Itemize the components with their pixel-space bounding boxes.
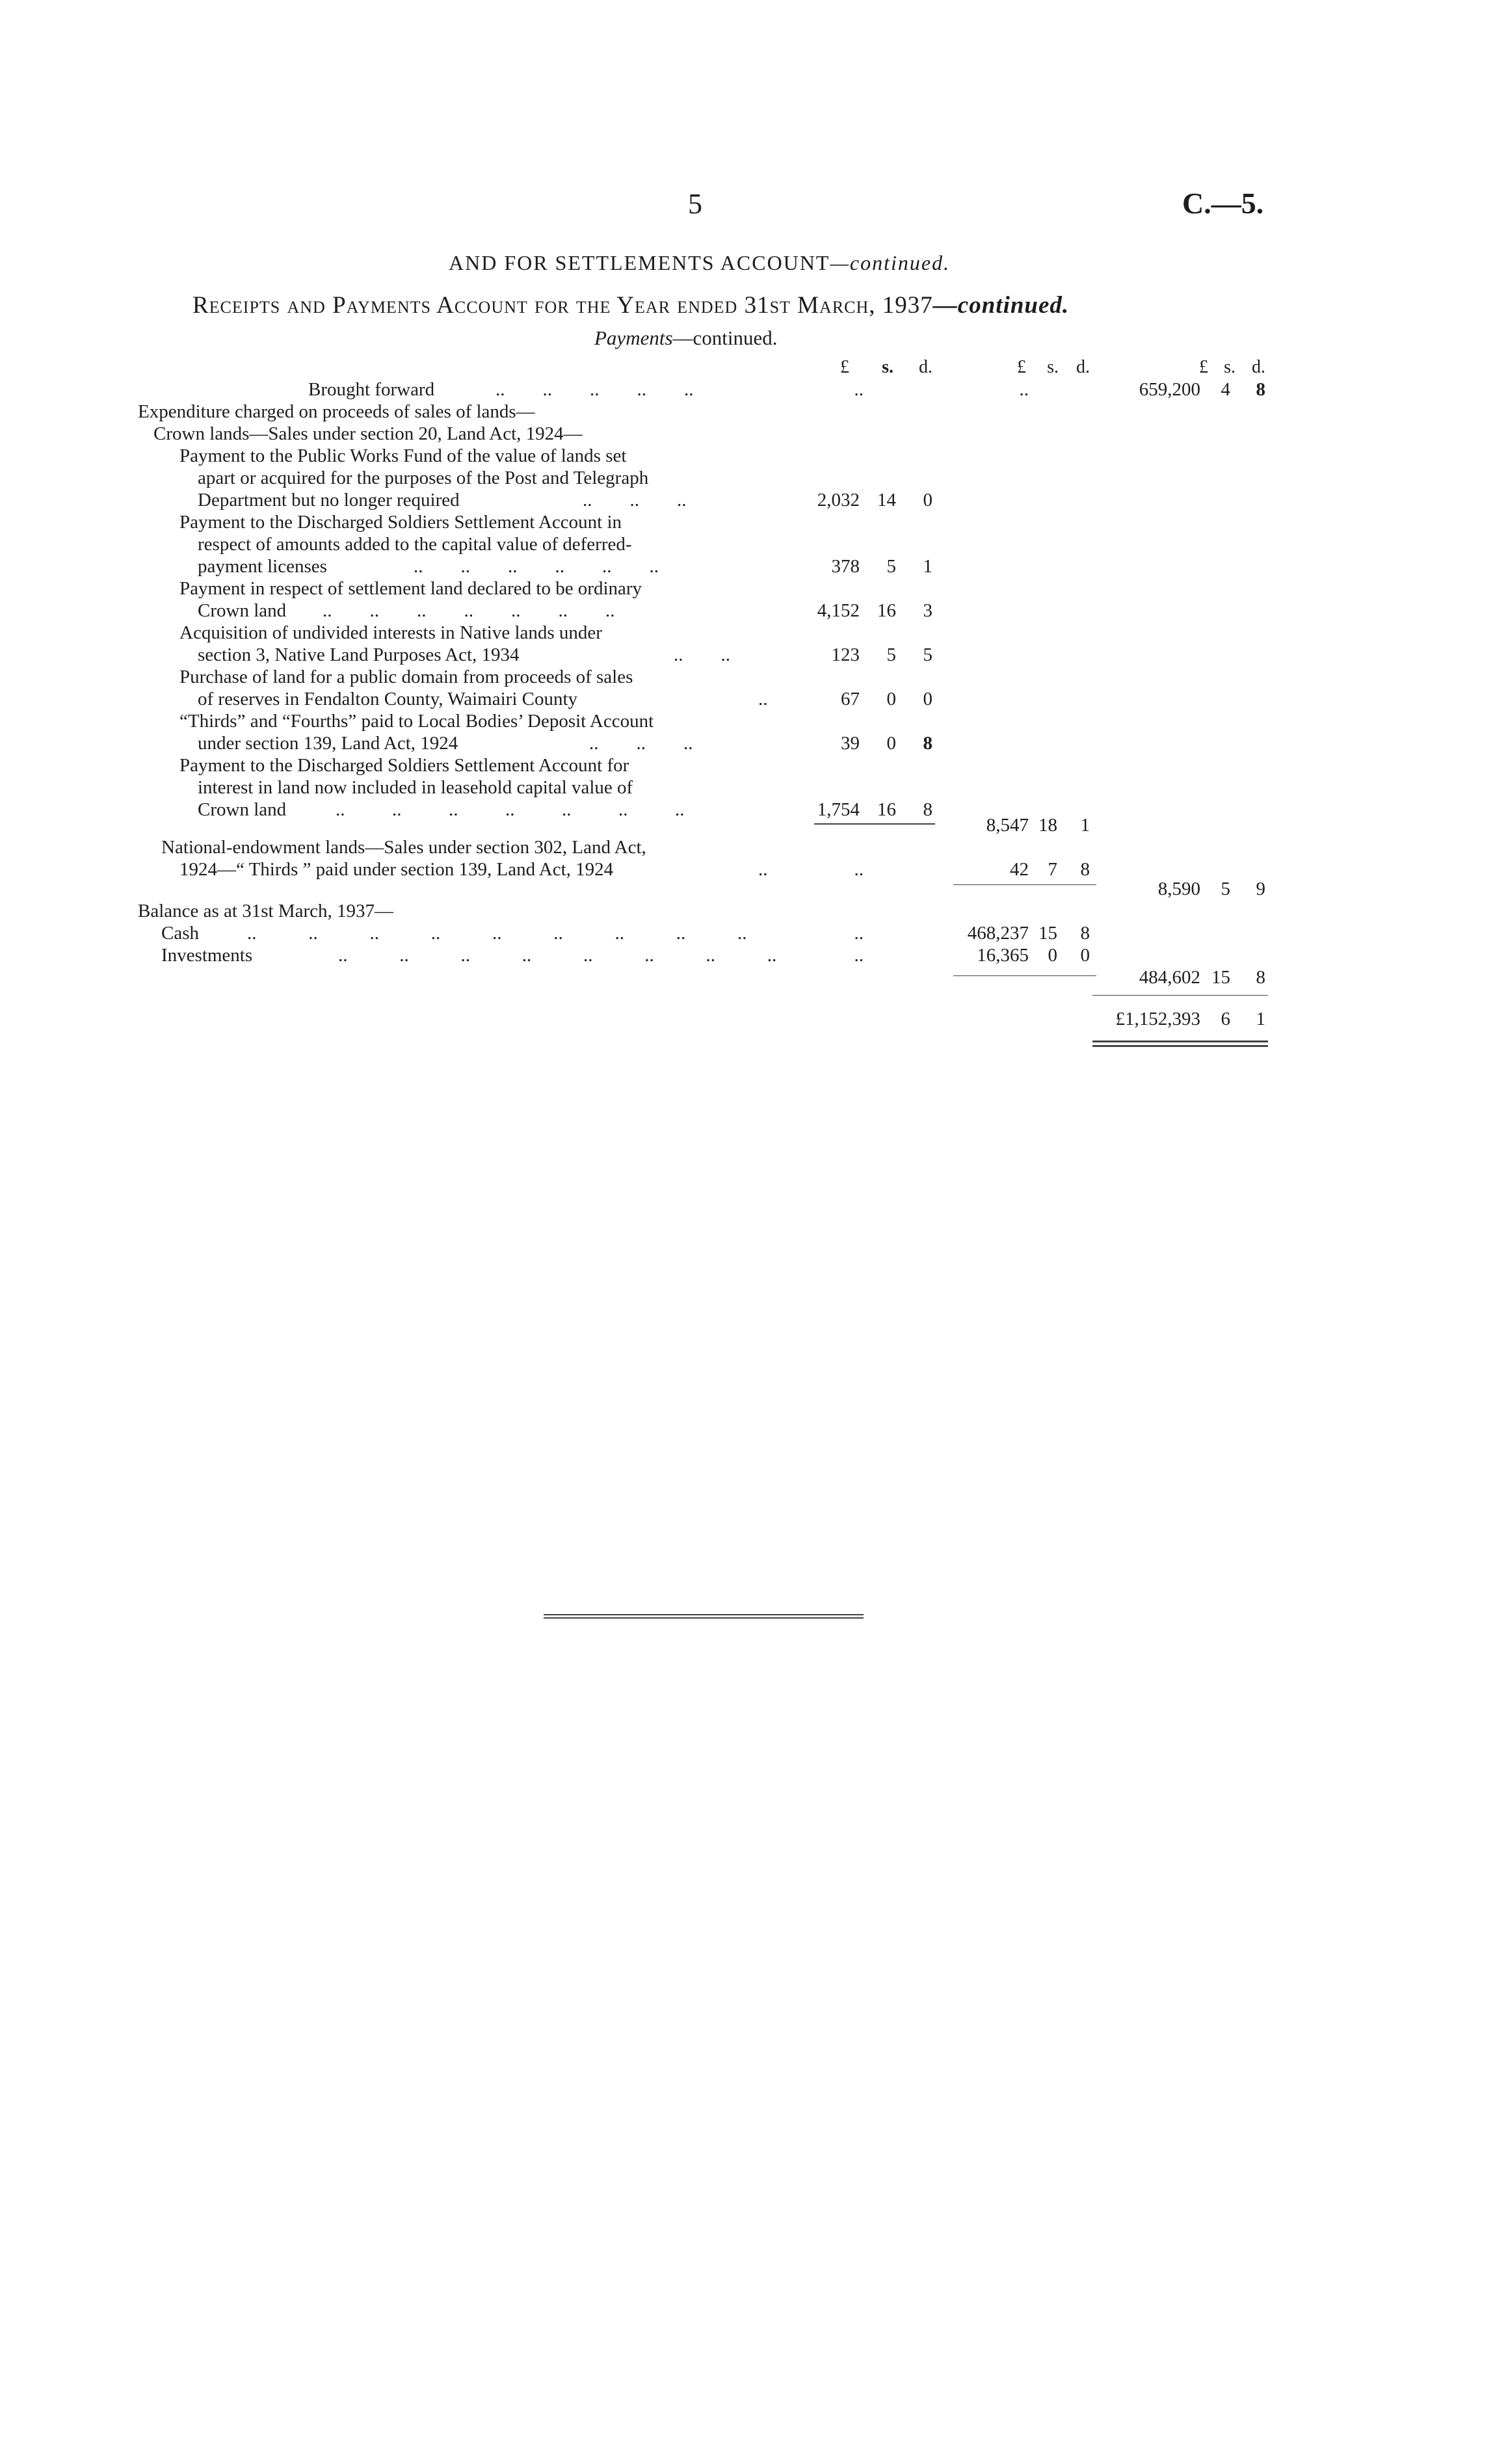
expenditure-total-row [0,878,1493,900]
crown-item-5-line-2: of reserves in Fendalton County, Waimairi County [198,689,578,709]
crown-item-6-shillings: 0 [886,733,896,754]
crown-item-4-final-row [0,644,1493,666]
national-final-row [0,858,1493,881]
crown-item-2-shillings: 5 [886,556,896,577]
crown-item-5-final-row [0,688,1493,710]
balance-cash-pence: 8 [1080,923,1090,944]
balance-heading: Balance as at 31st March, 1937— [138,901,394,921]
leader-dots: .. [758,689,768,709]
balance-investments-row [0,944,1493,966]
account-title [449,251,950,275]
balance-cash-label: Cash [161,923,199,944]
expenditure-total-pence: 9 [1256,879,1265,899]
end-section-rule-2 [544,1617,864,1619]
col1-pound-header: £ [840,357,849,377]
statement-title [192,291,1069,319]
crown-item-7-line-1: Payment to the Discharged Soldiers Settlement Account for [179,755,629,776]
crown-item-4-shillings: 5 [886,644,896,665]
leader-dots: .. .. .. [583,490,687,510]
national-col1: .. [854,859,864,880]
crown-subtotal-shillings: 18 [1038,815,1057,836]
crown-item-3-amount: 4,152 [817,600,860,621]
document-code: C.—5. [1182,187,1264,220]
crown-item-3-line-2: Crown land [198,600,287,621]
leader-dots: .. .. .. .. .. .. .. .. [338,945,777,966]
crown-item-4-line-2: section 3, Native Land Purposes Act, 1934 [198,644,520,665]
col1-pence-header: d. [919,357,932,377]
balance-total-shillings: 15 [1211,967,1230,988]
crown-item-2-line-1: Payment to the Discharged Soldiers Settlement Account in [179,512,622,533]
account-title-continued: —continued. [830,251,951,274]
crown-item-3-shillings: 16 [877,600,896,621]
crown-subtotal-amount: 8,547 [986,815,1029,836]
expenditure-heading: Expenditure charged on proceeds of sales of lands— [138,401,535,422]
leader-dots: .. .. .. .. .. [495,379,694,400]
balance-total-amount: 484,602 [1139,967,1200,988]
national-line-1: National-endowment lands—Sales under section 302, Land Act, [161,837,646,858]
expenditure-total-amount: 8,590 [1157,879,1200,899]
balance-investments-label: Investments [161,945,253,966]
section-label-continued: —continued. [672,326,778,349]
leader-dots: .. .. [674,644,730,665]
grand-total-double-rule-2 [1092,1045,1268,1047]
crown-item-6-line-1: “Thirds” and “Fourths” paid to Local Bodies’ Deposit Account [179,711,654,732]
crown-item-2-final-row [0,555,1493,577]
section-label [594,326,778,350]
crown-item-5-shillings: 0 [886,689,896,709]
crown-item-4-amount: 123 [831,644,860,665]
national-amount: 42 [1010,859,1029,880]
crown-item-2-pence: 1 [923,556,932,577]
balance-cash-row [0,922,1493,944]
crown-item-1-pence: 0 [923,490,932,510]
balance-total-pence: 8 [1256,967,1265,988]
crown-item-6-line-2: under section 139, Land Act, 1924 [198,733,458,754]
col2-shillings-header: s. [1047,357,1059,377]
expenditure-total-shillings: 5 [1221,879,1230,899]
statement-title-continued: —continued. [932,292,1070,319]
balance-investments-pence: 0 [1080,945,1090,966]
balance-cash-shillings: 15 [1038,923,1057,944]
col1-shillings-header: s. [882,357,893,377]
leader-dots: .. .. .. [589,733,693,754]
balance-investments-col1: .. [854,945,864,966]
crown-item-1-line-3: Department but no longer required [198,490,460,510]
brought-forward-total: 659,200 [1139,379,1200,400]
crown-subtotal-pence: 1 [1080,815,1090,836]
crown-item-7-amount: 1,754 [817,799,860,820]
crown-item-1-amount: 2,032 [817,490,860,510]
balance-cash-amount: 468,237 [967,923,1029,944]
end-section-rule-1 [544,1614,864,1615]
crown-item-5-amount: 67 [841,689,860,709]
crown-item-1-shillings: 14 [877,490,896,510]
balance-investments-shillings: 0 [1048,945,1057,966]
leader-dots: .. [758,859,768,880]
crown-item-2-line-2: respect of amounts added to the capital value of deferred- [198,534,632,555]
crown-item-3-line-1: Payment in respect of settlement land declared to be ordinary [179,578,642,599]
crown-subtotal-row [0,814,1493,836]
grand-total-double-rule-1 [1092,1040,1268,1042]
crown-item-5-line-1: Purchase of land for a public domain from proceeds of sales [179,667,633,687]
leader-dots: .. .. .. .. .. .. .. .. .. [247,923,747,944]
leader-dots: .. .. .. .. .. .. .. [323,600,615,621]
crown-item-7-shillings: 16 [877,799,896,820]
col3-shillings-header: s. [1224,357,1235,377]
col2-pence-header: d. [1076,357,1090,377]
brought-forward-col1: .. [854,379,864,400]
brought-forward-col2: .. [1019,379,1029,400]
section-label-payments: Payments [594,326,673,349]
col3-pence-header: d. [1252,357,1265,377]
grand-total-pence: 1 [1256,1009,1265,1029]
statement-title-main: Receipts and Payments Account for the Year ended 31st March, 1937 [192,292,933,319]
crown-item-5-pence: 0 [923,689,932,709]
brought-forward-label: Brought forward [308,379,435,400]
crown-item-6-amount: 39 [841,733,860,754]
balance-investments-amount: 16,365 [977,945,1029,966]
national-line-2: 1924—“ Thirds ” paid under section 139, Land Act, 1924 [179,859,614,880]
crown-item-3-pence: 3 [923,600,932,621]
crown-lands-heading: Crown lands—Sales under section 20, Land Act, 1924— [153,423,583,444]
crown-item-2-amount: 378 [831,556,860,577]
crown-item-2-line-3: payment licenses [198,556,327,577]
crown-item-7-line-3: Crown land [198,799,287,820]
crown-item-1-line-2: apart or acquired for the purposes of the Post and Telegraph [198,468,649,488]
grand-total-shillings: 6 [1221,1009,1230,1029]
account-title-main: AND FOR SETTLEMENTS ACCOUNT [449,251,830,274]
crown-item-7-pence: 8 [923,799,932,820]
crown-item-4-pence: 5 [923,644,932,665]
column-headers [0,356,1493,378]
grand-total-top-rule [1092,995,1268,996]
grand-total-amount: £1,152,393 [1115,1009,1200,1029]
crown-item-6-final-row [0,732,1493,754]
crown-item-1-final-row [0,489,1493,511]
brought-forward-row [0,378,1493,401]
national-shillings: 7 [1048,859,1057,880]
crown-item-1-line-1: Payment to the Public Works Fund of the value of lands set [179,445,627,466]
crown-item-7-line-2: interest in land now included in leasehold capital value of [198,777,633,798]
crown-item-3-final-row [0,600,1493,622]
leader-dots: .. .. .. .. .. .. [414,556,659,577]
brought-forward-total-s: 4 [1221,379,1230,400]
col2-pound-header: £ [1017,357,1026,377]
balance-total-row [0,966,1493,988]
brought-forward-total-d: 8 [1256,379,1265,400]
national-pence: 8 [1080,859,1090,880]
grand-total-row [0,1008,1493,1030]
balance-cash-col1: .. [854,923,864,944]
page-number: 5 [688,188,702,220]
crown-item-4-line-1: Acquisition of undivided interests in Native lands under [179,622,602,643]
col3-pound-header: £ [1199,357,1208,377]
leader-dots: .. .. .. .. .. .. .. [336,799,685,820]
crown-item-6-pence: 8 [923,733,932,754]
